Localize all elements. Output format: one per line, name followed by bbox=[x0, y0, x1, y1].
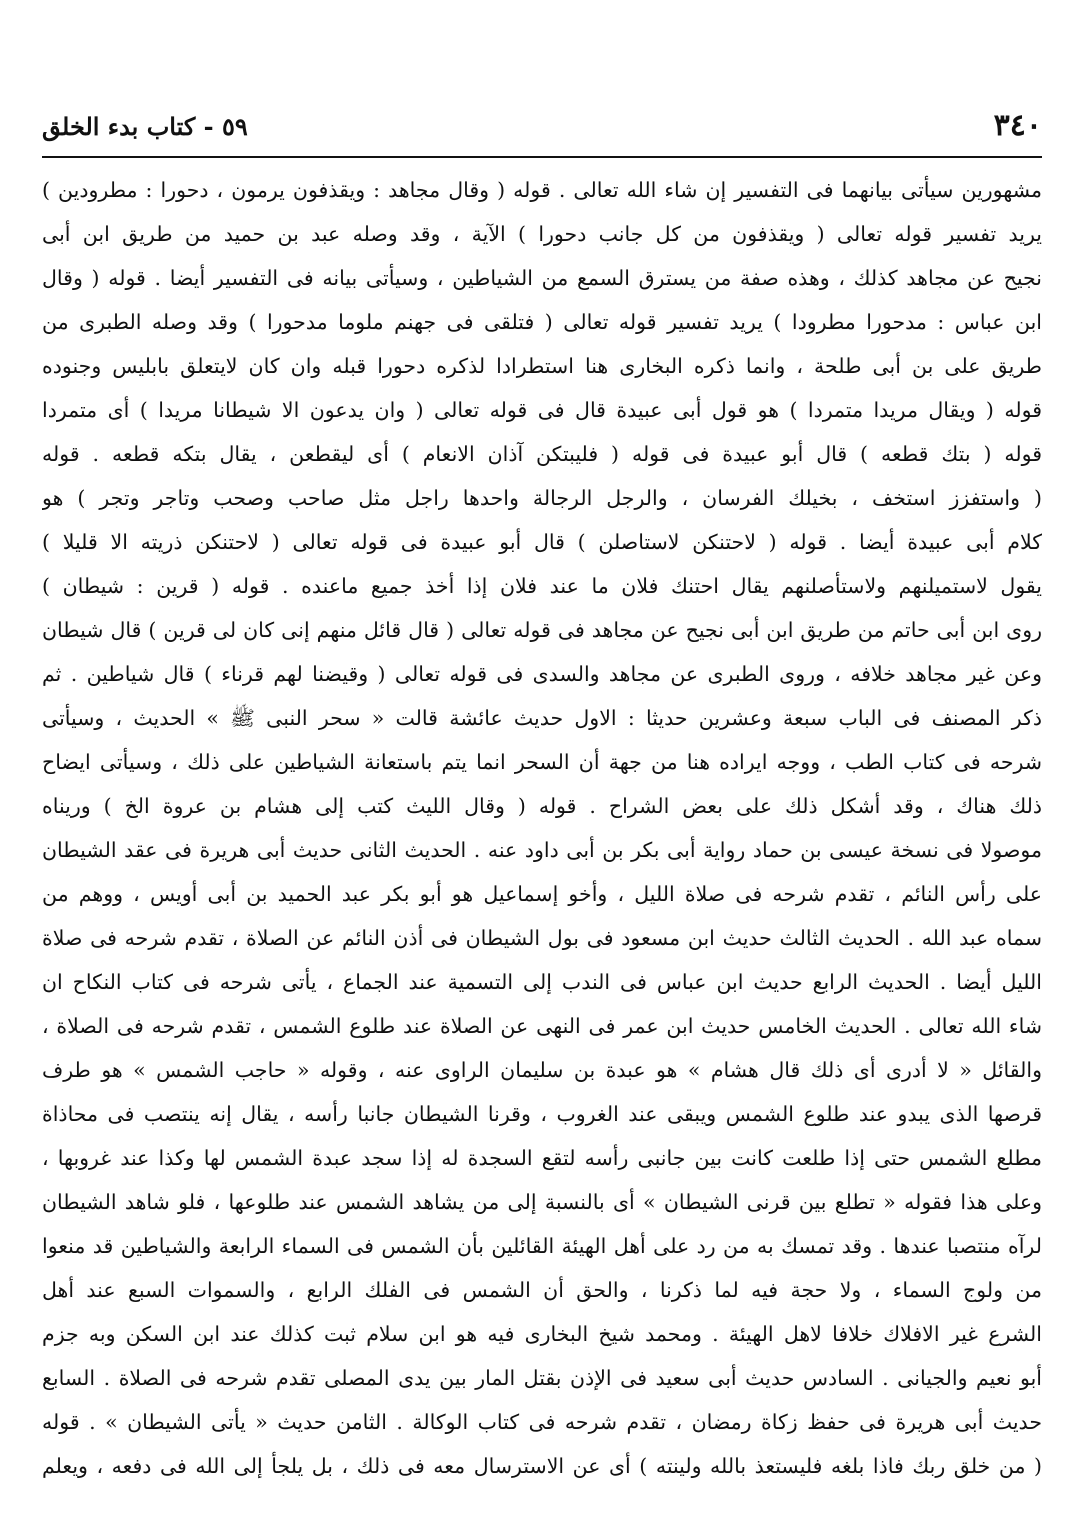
text-line: موصولا فى نسخة عيسى بن حماد رواية أبى بكر بن أبى داود عنه . الحديث الثانى حديث أبى هريرة فى عقد الشيطان bbox=[42, 838, 1042, 862]
page-header bbox=[42, 108, 1042, 160]
text-line: الشرع غير الافلاك خلافا لاهل الهيئة . ومحمد شيخ البخارى فيه هو ابن سلام ثبت كذلك عند ابن السكن وبه جزم bbox=[42, 1322, 1042, 1346]
text-line: قوله ( بتك قطعه ) قال أبو عبيدة فى قوله ( فليبتكن آذان الانعام ) أى ليقطعن ، يقال بتكه قطعه . قوله bbox=[42, 442, 1042, 466]
text-line: الليل أيضا . الحديث الرابع حديث ابن عباس فى الندب إلى التسمية عند الجماع ، يأتى شرحه فى كتاب النكاح ان bbox=[42, 970, 1042, 994]
text-line: سماه عبد الله . الحديث الثالث حديث ابن مسعود فى بول الشيطان فى أذن النائم عن الصلاة ، تقدم شرحه فى صلاة bbox=[42, 926, 1042, 950]
text-line: مشهورين سيأتى بيانهما فى التفسير إن شاء الله تعالى . قوله ( وقال مجاهد : ويقذفون يرمون ، دحورا : مطرودين ) bbox=[42, 178, 1042, 202]
text-line: شرحه فى كتاب الطب ، ووجه ايراده هنا من جهة أن السحر انما يتم باستعانة الشياطين على ذلك ، وسيأتى ايضاح bbox=[42, 750, 1042, 774]
header-rule bbox=[42, 156, 1042, 158]
text-line: مطلع الشمس حتى إذا طلعت كانت بين جانبى رأسه لتقع السجدة له إذا سجد عبدة الشمس لها وكذا عند غروبها ، bbox=[42, 1146, 1042, 1170]
text-line: روى ابن أبى حاتم من طريق ابن أبى نجيح عن مجاهد فى قوله تعالى ( قال قائل منهم إنى كان لى قرين ) قال شيطان bbox=[42, 618, 1042, 642]
text-line: والقائل « لا أدرى أى ذلك قال هشام » هو عبدة بن سليمان الراوى عنه ، وقوله « حاجب الشمس » هو طرف bbox=[42, 1058, 1042, 1082]
body-text bbox=[42, 168, 1042, 1488]
text-line: نجيح عن مجاهد كذلك ، وهذه صفة من يسترق السمع من الشياطين ، وسيأتى بيانه فى التفسير أيضا . قوله ( وقال bbox=[42, 266, 1042, 290]
text-line: ( من خلق ربك فاذا بلغه فليستعذ بالله ولينته ) أى عن الاسترسال معه فى ذلك ، بل يلجأ إلى الله فى دفعه ، ويعلم bbox=[42, 1454, 1042, 1478]
text-line: ابن عباس : مدحورا مطرودا ) يريد تفسير قوله تعالى ( فتلقى فى جهنم ملوما مدحورا ) وقد وصله الطبرى من bbox=[42, 310, 1042, 334]
text-line: كلام أبى عبيدة أيضا . قوله ( لاحتنكن لاستاصلن ) قال أبو عبيدة فى قوله تعالى ( لاحتنكن ذريته الا قليلا ) bbox=[42, 530, 1042, 554]
text-line: يريد تفسير قوله تعالى ( ويقذفون من كل جانب دحورا ) الآية ، وقد وصله عبد بن حميد من طريق ابن أبى bbox=[42, 222, 1042, 246]
text-line: لرآه منتصبا عندها . وقد تمسك به من رد على أهل الهيئة القائلين بأن الشمس فى السماء الرابعة والشياطين قد منعوا bbox=[42, 1234, 1042, 1258]
text-line: قرصها الذى يبدو عند طلوع الشمس ويبقى عند الغروب ، وقرنا الشيطان جانبا رأسه ، يقال إنه ينتصب فى محاذاة bbox=[42, 1102, 1042, 1126]
text-line: يقول لاستميلنهم ولاستأصلنهم يقال احتنك فلان ما عند فلان إذا أخذ جميع ماعنده . قوله ( قرين : شيطان ) bbox=[42, 574, 1042, 598]
text-line: ذلك هناك ، وقد أشكل ذلك على بعض الشراح . قوله ( وقال الليث كتب إلى هشام بن عروة الخ ) وريناه bbox=[42, 794, 1042, 818]
text-line: حديث أبى هريرة فى حفظ زكاة رمضان ، تقدم شرحه فى كتاب الوكالة . الثامن حديث « يأتى الشيطان » . قوله bbox=[42, 1410, 1042, 1434]
page-number: ٣٤٠ bbox=[993, 108, 1042, 143]
text-line: ذكر المصنف فى الباب سبعة وعشرين حديثا : الاول حديث عائشة قالت « سحر النبى ﷺ » الحديث ، وسيأتى bbox=[42, 706, 1042, 730]
text-line: شاء الله تعالى . الحديث الخامس حديث ابن عمر فى النهى عن الصلاة عند طلوع الشمس ، تقدم شرحه فى الصلاة ، bbox=[42, 1014, 1042, 1038]
text-line: قوله ( ويقال مريدا متمردا ) هو قول أبى عبيدة قال فى قوله تعالى ( وان يدعون الا شيطانا مريدا ) أى متمردا bbox=[42, 398, 1042, 422]
text-line: وعلى هذا فقوله « تطلع بين قرنى الشيطان » أى بالنسبة إلى من يشاهد الشمس عند طلوعها ، فلو شاهد الشيطان bbox=[42, 1190, 1042, 1214]
text-line: من ولوج السماء ، ولا حجة فيه لما ذكرنا ، والحق أن الشمس فى الفلك الرابع ، والسموات السبع عند أهل bbox=[42, 1278, 1042, 1302]
text-line: وعن غير مجاهد خلافه ، وروى الطبرى عن مجاهد والسدى فى قوله تعالى ( وقيضنا لهم قرناء ) قال شياطين . ثم bbox=[42, 662, 1042, 686]
running-title: ٥٩ - كتاب بدء الخلق bbox=[42, 112, 248, 141]
text-line: طريق على بن أبى طلحة ، وانما ذكره البخارى هنا استطرادا لذكره دحورا قبله وان كان لايتعلق بابليس وجنوده bbox=[42, 354, 1042, 378]
text-line: على رأس النائم ، تقدم شرحه فى صلاة الليل ، وأخو إسماعيل هو أبو بكر عبد الحميد بن أبى أويس ، ووهم من bbox=[42, 882, 1042, 906]
text-line: ( واستفزز استخف ، بخيلك الفرسان ، والرجل الرجالة واحدها راجل مثل صاحب وصحب وتاجر وتجر ) هو bbox=[42, 486, 1042, 510]
text-line: أبو نعيم والجيانى . السادس حديث أبى سعيد فى الإذن بقتل المار بين يدى المصلى تقدم شرحه فى الصلاة . السابع bbox=[42, 1366, 1042, 1390]
